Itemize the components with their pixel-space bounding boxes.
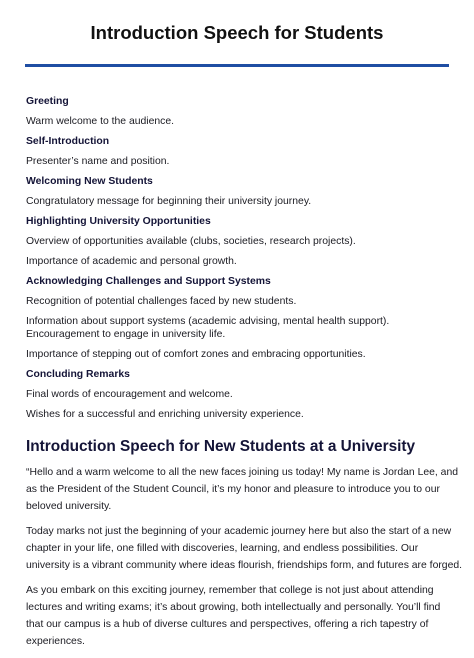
speech-line: as the President of the Student Council, it’s my honor and pleasure to introduce you to our [26, 484, 440, 495]
page-title: Introduction Speech for Students [90, 22, 384, 43]
outline-heading: Acknowledging Challenges and Support Systems [26, 276, 271, 287]
speech-paragraph [26, 582, 452, 650]
speech-line: chapter in your life, one filled with discoveries, learning, and endless possibilities. Our [26, 543, 419, 554]
outline-heading: Self-Introduction [26, 136, 110, 147]
speech-paragraph [26, 464, 459, 515]
outline-item: Congratulatory message for beginning their university journey. [26, 196, 312, 207]
outline-item: Recognition of potential challenges faced by new students. [26, 296, 297, 307]
speech-line: lectures and writing exams; it’s about growing, both intellectually and personally. You’ll find [26, 602, 441, 613]
outline-item: Presenter’s name and position. [26, 156, 170, 167]
outline-item: Importance of academic and personal growth. [26, 256, 237, 267]
speech-outline [26, 95, 450, 428]
section-title: Introduction Speech for New Students at a University [26, 438, 416, 455]
outline-heading: Highlighting University Opportunities [26, 216, 211, 227]
title-divider [25, 64, 449, 67]
speech-paragraph [26, 523, 463, 574]
outline-item: Final words of encouragement and welcome. [26, 389, 233, 400]
outline-item: Importance of stepping out of comfort zones and embracing opportunities. [26, 349, 366, 360]
speech-line: beloved university. [26, 501, 112, 512]
outline-heading: Welcoming New Students [26, 176, 153, 187]
outline-item: Warm welcome to the audience. [26, 116, 175, 127]
outline-item: Wishes for a successful and enriching university experience. [26, 409, 304, 420]
speech-line: that our campus is a hub of diverse cultures and perspectives, offering a rich tapestry of [26, 619, 429, 630]
speech-body [26, 464, 463, 658]
speech-line: As you embark on this exciting journey, remember that college is not just about attending [26, 585, 434, 596]
speech-line: university is a vibrant community where ideas flourish, friendships form, and futures are forged. [26, 560, 463, 571]
outline-item: Overview of opportunities available (clubs, societies, research projects). [26, 236, 356, 247]
speech-line: experiences. [26, 636, 85, 647]
speech-line: Today marks not just the beginning of your academic journey here but also the start of a new [26, 526, 452, 537]
outline-item: Information about support systems (academic advising, mental health support). Encouragement to engage in university life. [26, 316, 390, 340]
outline-heading: Concluding Remarks [26, 369, 130, 380]
speech-line: “Hello and a warm welcome to all the new faces joining us today! My name is Jordan Lee, and [26, 467, 459, 478]
outline-heading: Greeting [26, 96, 69, 107]
